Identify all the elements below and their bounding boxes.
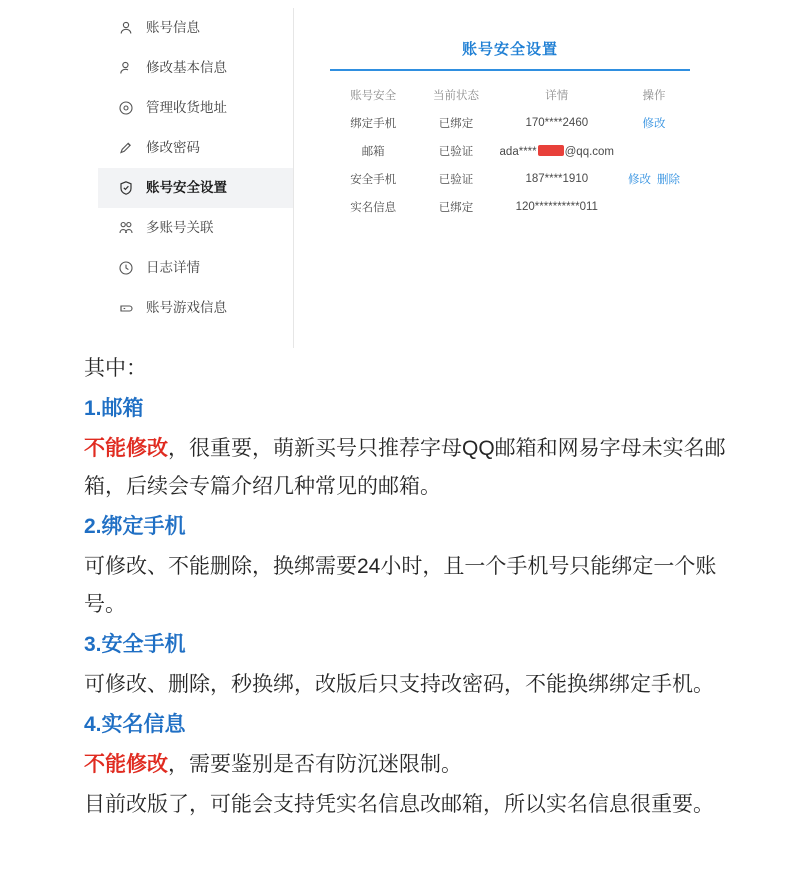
row-status: 已绑定 — [438, 118, 474, 130]
sidebar-item-label: 修改基本信息 — [146, 60, 227, 76]
table-row — [330, 137, 690, 165]
section-body-realname — [84, 746, 726, 784]
row-detail: 120**********011 — [515, 201, 598, 213]
sidebar-item-multi-account-link[interactable] — [98, 208, 293, 248]
table-header-row — [330, 81, 690, 109]
column-header-status: 当前状态 — [432, 90, 479, 102]
pencil-icon — [116, 138, 136, 158]
sidebar-item-game-info[interactable] — [98, 288, 293, 328]
section-body-security-phone: 可修改、删除，秒换绑，改版后只支持改密码，不能换绑绑定手机。 — [84, 673, 714, 696]
section-heading-security-phone: 3.安全手机 — [84, 633, 186, 656]
delete-link[interactable]: 删除 — [656, 174, 680, 186]
sidebar-item-edit-basic-info[interactable] — [98, 48, 293, 88]
row-actions — [618, 193, 690, 221]
sidebar-item-label: 账号游戏信息 — [146, 300, 227, 316]
card-title: 账号安全设置 — [330, 38, 690, 71]
row-status: 已验证 — [438, 174, 474, 186]
sidebar-item-label: 日志详情 — [146, 260, 200, 276]
account-settings-screenshot — [0, 0, 810, 350]
section-body-bound-phone: 可修改、不能删除，换绑需要24小时，且一个手机号只能绑定一个账号。 — [84, 555, 717, 616]
row-actions — [618, 165, 690, 193]
sidebar — [98, 8, 294, 348]
email-prefix: ada**** — [499, 145, 537, 158]
clock-icon — [116, 258, 136, 278]
email-suffix: @qq.com — [564, 145, 615, 158]
sidebar-item-label: 管理收货地址 — [146, 100, 227, 116]
sidebar-item-label: 多账号关联 — [146, 220, 214, 236]
sidebar-item-label: 账号安全设置 — [146, 180, 227, 196]
security-settings-card — [330, 38, 690, 221]
column-header-detail: 详情 — [545, 90, 569, 102]
sidebar-item-change-password[interactable] — [98, 128, 293, 168]
column-header-item: 账号安全 — [350, 90, 397, 102]
user-edit-icon — [116, 58, 136, 78]
row-detail: 187****1910 — [525, 173, 589, 185]
sidebar-item-account-security[interactable] — [98, 168, 293, 208]
sidebar-item-label: 账号信息 — [146, 20, 200, 36]
row-status: 已绑定 — [438, 202, 474, 214]
article-intro: 其中： — [84, 357, 147, 380]
row-detail — [496, 137, 618, 165]
column-header-action: 操作 — [642, 90, 666, 102]
row-actions — [618, 109, 690, 137]
sidebar-item-label: 修改密码 — [146, 140, 200, 156]
shield-check-icon — [116, 178, 136, 198]
body-text: ，很重要，萌新买号只推荐字母QQ邮箱和网易字母未实名邮箱，后续会专篇介绍几种常见的邮箱。 — [84, 437, 726, 498]
modify-link[interactable]: 修改 — [642, 118, 666, 130]
redaction-bar — [538, 145, 564, 156]
table-row — [330, 165, 690, 193]
row-name: 实名信息 — [350, 202, 397, 214]
section-heading-email: 1.邮箱 — [84, 397, 144, 420]
article-closing: 目前改版了，可能会支持凭实名信息改邮箱，所以实名信息很重要。 — [84, 793, 714, 816]
game-controller-icon — [116, 298, 136, 318]
article-body — [0, 350, 810, 826]
section-heading-bound-phone: 2.绑定手机 — [84, 515, 186, 538]
row-status: 已验证 — [438, 146, 474, 158]
modify-link[interactable]: 修改 — [627, 174, 651, 186]
row-actions — [618, 137, 690, 165]
row-detail: 170****2460 — [525, 117, 589, 129]
section-heading-realname: 4.实名信息 — [84, 713, 186, 736]
row-name: 绑定手机 — [350, 118, 397, 130]
table-row — [330, 109, 690, 137]
sidebar-item-log-detail[interactable] — [98, 248, 293, 288]
link-accounts-icon — [116, 218, 136, 238]
row-name: 邮箱 — [361, 146, 385, 158]
row-name: 安全手机 — [350, 174, 397, 186]
user-icon — [116, 18, 136, 38]
location-pin-icon — [116, 98, 136, 118]
body-text: ，需要鉴别是否有防沉迷限制。 — [168, 753, 462, 776]
section-body-email — [84, 430, 726, 506]
warn-text: 不能修改 — [84, 753, 168, 776]
table-row — [330, 193, 690, 221]
sidebar-item-account-info[interactable] — [98, 8, 293, 48]
security-table — [330, 81, 690, 221]
warn-text: 不能修改 — [84, 437, 168, 460]
sidebar-item-manage-address[interactable] — [98, 88, 293, 128]
